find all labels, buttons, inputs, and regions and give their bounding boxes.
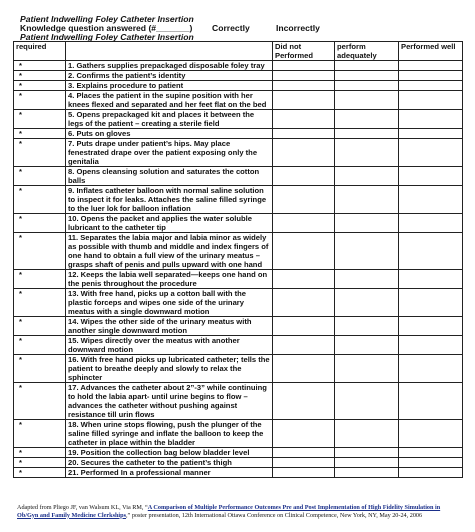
required-marker: * <box>14 468 66 478</box>
perform-adequately-cell[interactable] <box>335 71 399 81</box>
perform-adequately-cell[interactable] <box>335 186 399 214</box>
step-description: 8. Opens cleansing solution and saturates the cotton balls <box>66 167 273 186</box>
required-marker: * <box>14 110 66 129</box>
did-not-perform-cell[interactable] <box>273 317 335 336</box>
table-row <box>14 383 463 420</box>
did-not-perform-cell[interactable] <box>273 233 335 270</box>
citation-suffix: ,” poster presentation, 12th International Ottawa Conference on Clinical Competence, New York, NY, May 20-24, 2006 <box>125 511 423 519</box>
performed-well-cell[interactable] <box>399 214 463 233</box>
performed-well-cell[interactable] <box>399 468 463 478</box>
required-marker: * <box>14 233 66 270</box>
performed-well-cell[interactable] <box>399 458 463 468</box>
did-not-perform-cell[interactable] <box>273 139 335 167</box>
did-not-perform-cell[interactable] <box>273 110 335 129</box>
citation-footer <box>17 504 462 519</box>
required-marker: * <box>14 91 66 110</box>
performed-well-cell[interactable] <box>399 355 463 383</box>
table-row <box>14 186 463 214</box>
table-row <box>14 71 463 81</box>
required-marker: * <box>14 336 66 355</box>
performed-well-cell[interactable] <box>399 420 463 448</box>
step-description: 2. Confirms the patient’s identity <box>66 71 273 81</box>
step-description: 5. Opens prepackaged kit and places it between the legs of the patient – creating a sterile field <box>66 110 273 129</box>
perform-adequately-cell[interactable] <box>335 289 399 317</box>
step-description: 16. With free hand picks up lubricated catheter; tells the patient to breathe deeply and slowly to relax the sphincter <box>66 355 273 383</box>
table-row <box>14 129 463 139</box>
did-not-perform-cell[interactable] <box>273 214 335 233</box>
step-description: 14. Wipes the other side of the urinary meatus with another single downward motion <box>66 317 273 336</box>
table-row <box>14 420 463 448</box>
table-row <box>14 336 463 355</box>
table-row <box>14 61 463 71</box>
perform-adequately-cell[interactable] <box>335 317 399 336</box>
performed-well-cell[interactable] <box>399 336 463 355</box>
performed-well-cell[interactable] <box>399 186 463 214</box>
did-not-perform-cell[interactable] <box>273 270 335 289</box>
step-description: 1. Gathers supplies prepackaged disposable foley tray <box>66 61 273 71</box>
performed-well-cell[interactable] <box>399 110 463 129</box>
step-description: 10. Opens the packet and applies the water soluble lubricant to the catheter tip <box>66 214 273 233</box>
perform-adequately-cell[interactable] <box>335 91 399 110</box>
did-not-perform-cell[interactable] <box>273 289 335 317</box>
required-marker: * <box>14 61 66 71</box>
perform-adequately-cell[interactable] <box>335 139 399 167</box>
column-header-performed-well: Performed well <box>399 42 463 61</box>
performed-well-cell[interactable] <box>399 233 463 270</box>
did-not-perform-cell[interactable] <box>273 129 335 139</box>
perform-adequately-cell[interactable] <box>335 129 399 139</box>
perform-adequately-cell[interactable] <box>335 458 399 468</box>
table-row <box>14 110 463 129</box>
table-row <box>14 214 463 233</box>
performed-well-cell[interactable] <box>399 61 463 71</box>
perform-adequately-cell[interactable] <box>335 81 399 91</box>
required-marker: * <box>14 81 66 91</box>
performed-well-cell[interactable] <box>399 71 463 81</box>
did-not-perform-cell[interactable] <box>273 91 335 110</box>
required-marker: * <box>14 383 66 420</box>
table-header-row <box>14 42 463 61</box>
did-not-perform-cell[interactable] <box>273 81 335 91</box>
perform-adequately-cell[interactable] <box>335 61 399 71</box>
required-marker: * <box>14 139 66 167</box>
table-row <box>14 458 463 468</box>
step-description: 11. Separates the labia major and labia minor as widely as possible with thumb and middle and index fingers of one hand to obtain a full view of the urinary meatus – grasps shaft of penis and pulls upward with one hand <box>66 233 273 270</box>
perform-adequately-cell[interactable] <box>335 383 399 420</box>
performed-well-cell[interactable] <box>399 289 463 317</box>
performed-well-cell[interactable] <box>399 167 463 186</box>
step-description: 17. Advances the catheter about 2”-3” while continuing to hold the labia apart- until urine begins to flow – advances the catheter without pushing against resistance till urin flows <box>66 383 273 420</box>
table-row <box>14 81 463 91</box>
table-row <box>14 139 463 167</box>
required-marker: * <box>14 420 66 448</box>
step-description: 3. Explains procedure to patient <box>66 81 273 91</box>
performed-well-cell[interactable] <box>399 383 463 420</box>
required-marker: * <box>14 458 66 468</box>
required-marker: * <box>14 317 66 336</box>
step-description: 15. Wipes directly over the meatus with another downward motion <box>66 336 273 355</box>
step-description: 9. Inflates catheter balloon with normal saline solution to inspect it for leaks. Attaches the saline filled syringe to the luer lok for balloon inflation <box>66 186 273 214</box>
incorrectly-label: Incorrectly <box>276 23 320 33</box>
required-marker: * <box>14 355 66 383</box>
perform-adequately-cell[interactable] <box>335 270 399 289</box>
step-description: 12. Keeps the labia well separated—keeps one hand on the penis throughout the procedure <box>66 270 273 289</box>
step-description: 20. Secures the catheter to the patient’s thigh <box>66 458 273 468</box>
perform-adequately-cell[interactable] <box>335 468 399 478</box>
step-description: 21. Performed In a professional manner <box>66 468 273 478</box>
required-marker: * <box>14 214 66 233</box>
step-description: 6. Puts on gloves <box>66 129 273 139</box>
citation-prefix: Adapted from Pliego JF, van Walsum KL, Via RM, “ <box>17 504 148 511</box>
step-description: 18. When urine stops flowing, push the plunger of the saline filled syringe and inflate the balloon to keep the catheter in place within the bladder <box>66 420 273 448</box>
did-not-perform-cell[interactable] <box>273 336 335 355</box>
performed-well-cell[interactable] <box>399 129 463 139</box>
citation-link[interactable]: A Comparison of Multiple Performance Outcomes Pre and Post Implementation of High Fidelity Simulation in Ob/Gyn and Family Medicine Clerkships <box>17 504 441 519</box>
perform-adequately-cell[interactable] <box>335 214 399 233</box>
perform-adequately-cell[interactable] <box>335 420 399 448</box>
did-not-perform-cell[interactable] <box>273 420 335 448</box>
did-not-perform-cell[interactable] <box>273 458 335 468</box>
did-not-perform-cell[interactable] <box>273 468 335 478</box>
form-subtitle: Patient Indwelling Foley Catheter Insertion <box>20 32 194 42</box>
perform-adequately-cell[interactable] <box>335 336 399 355</box>
table-row <box>14 167 463 186</box>
table-row <box>14 91 463 110</box>
required-marker: * <box>14 448 66 458</box>
table-row <box>14 233 463 270</box>
perform-adequately-cell[interactable] <box>335 233 399 270</box>
correctly-label: Correctly <box>212 23 250 33</box>
did-not-perform-cell[interactable] <box>273 71 335 81</box>
did-not-perform-cell[interactable] <box>273 355 335 383</box>
table-row <box>14 317 463 336</box>
required-marker: * <box>14 167 66 186</box>
performed-well-cell[interactable] <box>399 448 463 458</box>
knowledge-question-label: Knowledge question answered (#_______) <box>20 23 193 33</box>
performed-well-cell[interactable] <box>399 81 463 91</box>
did-not-perform-cell[interactable] <box>273 61 335 71</box>
perform-adequately-cell[interactable] <box>335 167 399 186</box>
form-title: Patient Indwelling Foley Catheter Insertion <box>20 14 194 24</box>
column-header-did-not-perform: Did not Performed <box>273 42 335 61</box>
column-header-step <box>66 42 273 61</box>
perform-adequately-cell[interactable] <box>335 448 399 458</box>
required-marker: * <box>14 71 66 81</box>
required-marker: * <box>14 289 66 317</box>
did-not-perform-cell[interactable] <box>273 186 335 214</box>
perform-adequately-cell[interactable] <box>335 110 399 129</box>
performed-well-cell[interactable] <box>399 139 463 167</box>
required-marker: * <box>14 186 66 214</box>
table-row <box>14 355 463 383</box>
required-marker: * <box>14 129 66 139</box>
column-header-perform-adequately: perform adequately <box>335 42 399 61</box>
did-not-perform-cell[interactable] <box>273 383 335 420</box>
table-row <box>14 270 463 289</box>
performed-well-cell[interactable] <box>399 317 463 336</box>
table-row <box>14 289 463 317</box>
did-not-perform-cell[interactable] <box>273 448 335 458</box>
step-description: 7. Puts drape under patient’s hips. May place fenestrated drape over the patient exposing only the genitalia <box>66 139 273 167</box>
did-not-perform-cell[interactable] <box>273 167 335 186</box>
step-description: 4. Places the patient in the supine position with her knees flexed and separated and her feet flat on the bed <box>66 91 273 110</box>
step-description: 13. With free hand, picks up a cotton ball with the plastic forceps and wipes one side of the urinary meatus with a single downward motion <box>66 289 273 317</box>
checklist-table <box>13 41 463 478</box>
step-description: 19. Position the collection bag below bladder level <box>66 448 273 458</box>
column-header-required: required <box>14 42 66 61</box>
table-row <box>14 468 463 478</box>
required-marker: * <box>14 270 66 289</box>
performed-well-cell[interactable] <box>399 91 463 110</box>
perform-adequately-cell[interactable] <box>335 355 399 383</box>
table-row <box>14 448 463 458</box>
performed-well-cell[interactable] <box>399 270 463 289</box>
